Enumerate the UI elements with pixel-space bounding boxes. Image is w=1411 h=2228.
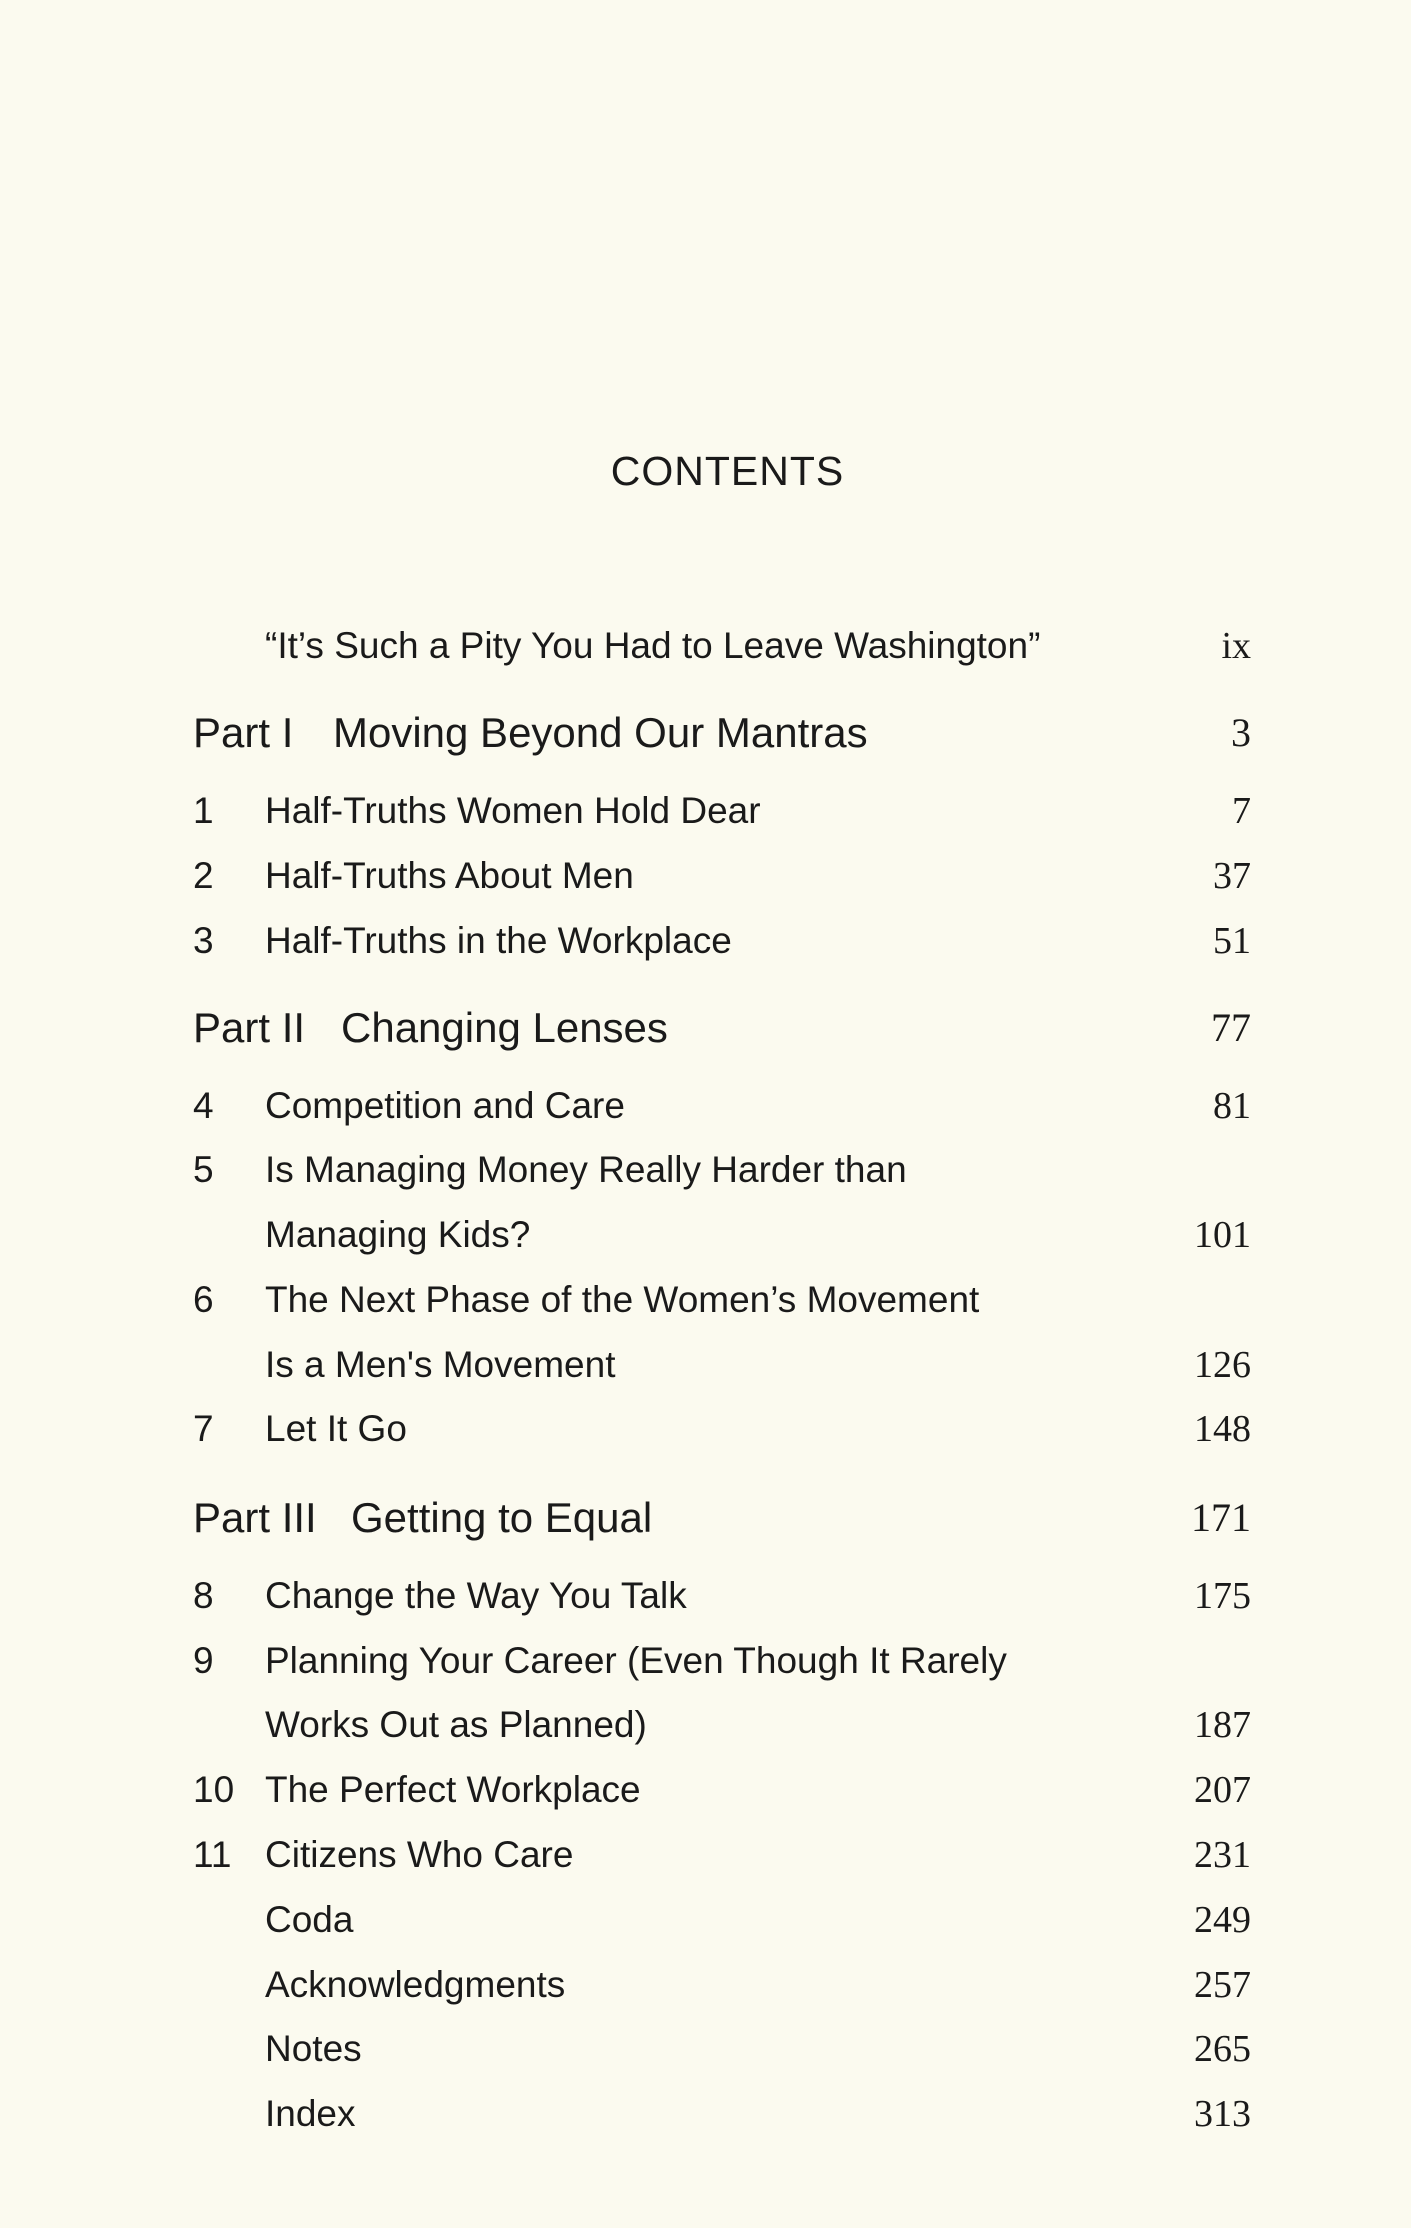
toc-chapter-title: Is Managing Money Really Harder than (265, 1149, 907, 1190)
toc-entry-label: Notes (265, 2028, 362, 2069)
toc-part-1[interactable] (0, 703, 1411, 763)
toc-chapter-number: 11 (193, 1834, 232, 1875)
toc-page-number: 77 (1211, 1005, 1251, 1050)
toc-entry-index[interactable] (0, 2084, 1411, 2144)
toc-chapter-title: Planning Your Career (Even Though It Rarely (265, 1640, 1007, 1681)
toc-page-number: 249 (1194, 1899, 1251, 1941)
toc-chapter-7[interactable] (0, 1399, 1411, 1459)
toc-chapter-number: 3 (193, 920, 214, 961)
toc-part-3[interactable] (0, 1488, 1411, 1548)
toc-page-number: 7 (1232, 790, 1251, 832)
toc-page-number: 3 (1231, 710, 1251, 755)
toc-entry-label: Index (265, 2093, 356, 2134)
toc-part-2[interactable] (0, 998, 1411, 1058)
toc-chapter-11[interactable] (0, 1825, 1411, 1885)
toc-entry-coda[interactable] (0, 1890, 1411, 1950)
toc-page-number: 207 (1194, 1769, 1251, 1811)
toc-chapter-number: 9 (193, 1640, 214, 1681)
toc-chapter-9-continued[interactable] (0, 1695, 1411, 1755)
toc-chapter-title: Half-Truths Women Hold Dear (265, 790, 761, 831)
toc-page-number: ix (1221, 625, 1251, 667)
toc-part-title: Moving Beyond Our Mantras (333, 709, 868, 756)
toc-chapter-10[interactable] (0, 1760, 1411, 1820)
toc-page-number: 126 (1194, 1344, 1251, 1386)
toc-chapter-title: Half-Truths About Men (265, 855, 634, 896)
toc-page-number: 171 (1191, 1495, 1251, 1540)
toc-part-number: Part I (193, 709, 294, 756)
toc-chapter-2[interactable] (0, 846, 1411, 906)
toc-chapter-number: 4 (193, 1085, 214, 1126)
toc-chapter-9[interactable] (0, 1631, 1411, 1691)
toc-chapter-number: 10 (193, 1769, 235, 1810)
toc-chapter-title: Let It Go (265, 1408, 407, 1449)
toc-entry-label: Coda (265, 1899, 354, 1940)
toc-chapter-number: 7 (193, 1408, 214, 1449)
toc-chapter-6[interactable] (0, 1270, 1411, 1330)
toc-entry-acknowledgments[interactable] (0, 1955, 1411, 2015)
page-title: CONTENTS (610, 448, 845, 494)
toc-chapter-number: 2 (193, 855, 214, 896)
toc-chapter-5-continued[interactable] (0, 1205, 1411, 1265)
toc-page-number: 101 (1194, 1214, 1251, 1256)
toc-chapter-title-continued: Works Out as Planned) (265, 1704, 647, 1745)
toc-entry-notes[interactable] (0, 2019, 1411, 2079)
toc-part-number: Part III (193, 1494, 317, 1541)
toc-chapter-8[interactable] (0, 1566, 1411, 1626)
toc-entry-label: “It’s Such a Pity You Had to Leave Washington” (265, 625, 1041, 666)
toc-page-number: 231 (1194, 1834, 1251, 1876)
toc-chapter-title: Citizens Who Care (265, 1834, 574, 1875)
toc-part-title: Getting to Equal (351, 1494, 653, 1541)
toc-page-number: 175 (1194, 1575, 1251, 1617)
toc-page-number: 37 (1213, 855, 1251, 897)
toc-entry-front[interactable] (0, 616, 1411, 676)
toc-chapter-number: 1 (193, 790, 214, 831)
toc-chapter-title: The Next Phase of the Women’s Movement (265, 1279, 980, 1320)
toc-chapter-number: 8 (193, 1575, 214, 1616)
toc-chapter-title: Competition and Care (265, 1085, 625, 1126)
toc-chapter-number: 6 (193, 1279, 214, 1320)
toc-page-number: 313 (1194, 2093, 1251, 2135)
toc-part-title: Changing Lenses (341, 1004, 668, 1051)
toc-chapter-title-continued: Managing Kids? (265, 1214, 531, 1255)
toc-chapter-3[interactable] (0, 911, 1411, 971)
toc-chapter-title: The Perfect Workplace (265, 1769, 641, 1810)
toc-page-number: 81 (1213, 1085, 1251, 1127)
toc-chapter-title: Half-Truths in the Workplace (265, 920, 732, 961)
toc-chapter-number: 5 (193, 1149, 214, 1190)
toc-chapter-5[interactable] (0, 1140, 1411, 1200)
toc-page-number: 51 (1213, 920, 1251, 962)
toc-chapter-title-continued: Is a Men's Movement (265, 1344, 616, 1385)
toc-page-number: 257 (1194, 1964, 1251, 2006)
toc-chapter-1[interactable] (0, 781, 1411, 841)
toc-chapter-title: Change the Way You Talk (265, 1575, 687, 1616)
toc-chapter-4[interactable] (0, 1076, 1411, 1136)
toc-page-number: 265 (1194, 2028, 1251, 2070)
toc-entry-label: Acknowledgments (265, 1964, 566, 2005)
toc-part-number: Part II (193, 1004, 306, 1051)
toc-page-number: 187 (1194, 1704, 1251, 1746)
toc-chapter-6-continued[interactable] (0, 1335, 1411, 1395)
toc-page-number: 148 (1194, 1408, 1251, 1450)
